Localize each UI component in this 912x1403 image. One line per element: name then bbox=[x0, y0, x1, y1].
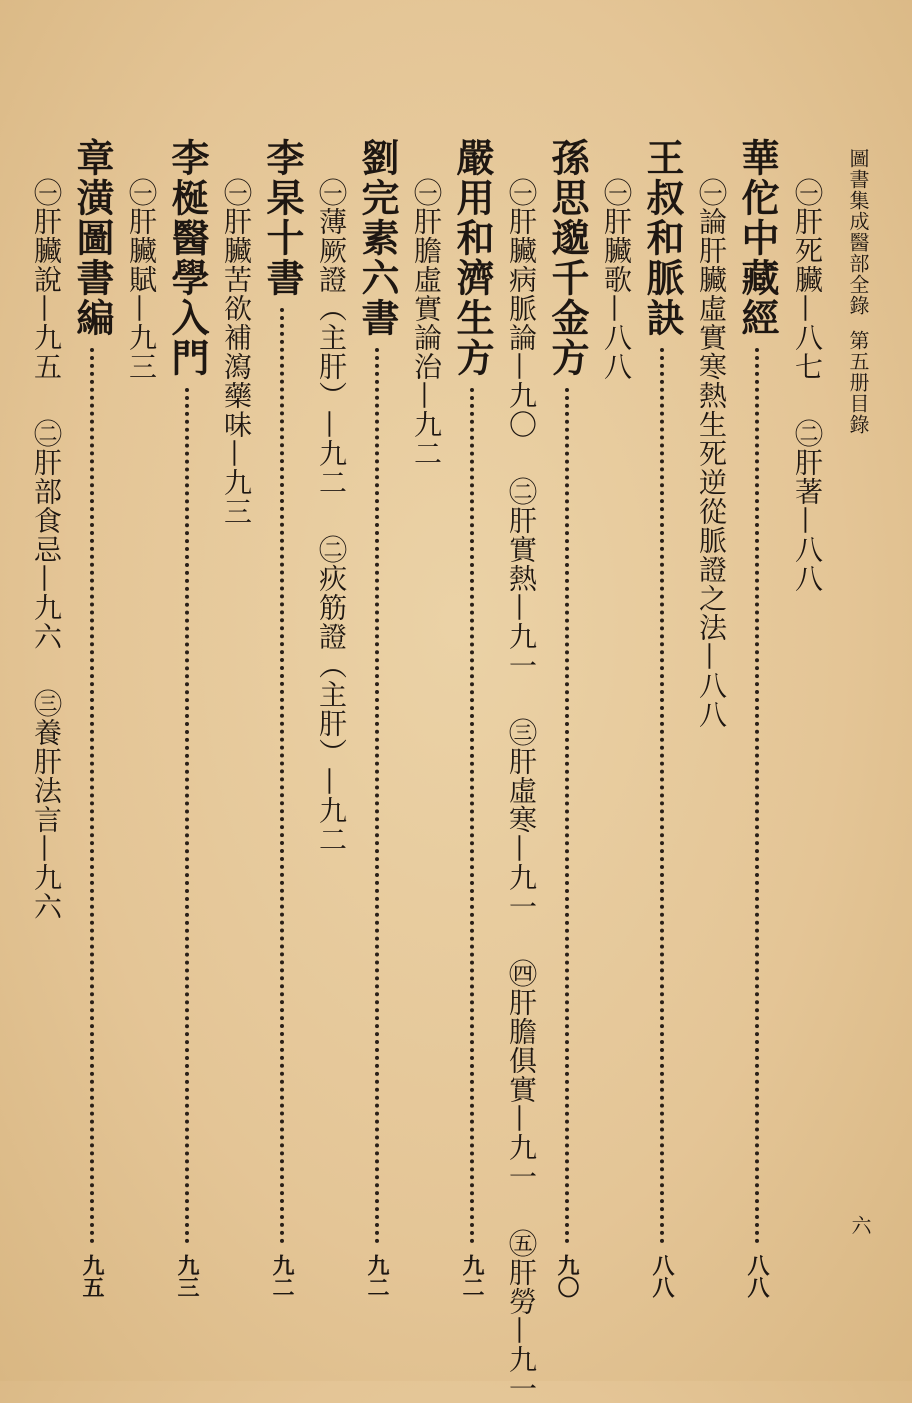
toc-entry: ㊃肝膽俱實—九一 bbox=[505, 958, 538, 1191]
entry-line bbox=[410, 178, 443, 468]
toc-entry: ㊀薄厥證（主肝）—九二 bbox=[315, 178, 348, 497]
dot-leader bbox=[660, 348, 664, 1244]
entry-line bbox=[315, 178, 348, 854]
section-heading bbox=[70, 138, 115, 1298]
heading-page: 八八 bbox=[744, 1254, 770, 1298]
toc-entry: ㊂肝虛寒—九一 bbox=[505, 717, 538, 921]
toc-entry: ㊁疢筋證（主肝）—九二 bbox=[315, 534, 348, 854]
heading-title: 華佗中藏經 bbox=[735, 138, 780, 338]
heading-title: 劉完素六書 bbox=[355, 138, 400, 338]
toc-entry: ㊀肝臟病脈論—九〇 bbox=[505, 178, 538, 439]
heading-title: 嚴用和濟生方 bbox=[450, 138, 495, 378]
toc-entry: ㊁肝著—八八 bbox=[791, 418, 824, 593]
entry-line bbox=[505, 178, 538, 1403]
running-title bbox=[848, 148, 868, 435]
section-heading bbox=[165, 138, 210, 1298]
toc-entry: ㊀肝臟歌—八八 bbox=[600, 178, 633, 381]
toc-entry: ㊀論肝臟虛實寒熱生死逆從脈證之法—八八 bbox=[695, 178, 728, 729]
entry-line bbox=[30, 178, 63, 921]
dot-leader bbox=[185, 388, 189, 1244]
heading-page: 八八 bbox=[649, 1254, 675, 1298]
toc-entry: ㊁肝部食忌—九六 bbox=[30, 418, 63, 651]
section-heading bbox=[735, 138, 780, 1298]
heading-title: 李杲十書 bbox=[260, 138, 305, 298]
dot-leader bbox=[375, 348, 379, 1244]
section-heading bbox=[545, 138, 590, 1298]
entry-line bbox=[600, 178, 633, 381]
page-number: 六 bbox=[848, 1215, 872, 1235]
heading-title: 李梴醫學入門 bbox=[165, 138, 210, 378]
toc-entry: ㊀肝死臟—八七 bbox=[791, 178, 824, 381]
dot-leader bbox=[470, 388, 474, 1244]
section-heading bbox=[260, 138, 305, 1298]
entry-line bbox=[791, 178, 824, 593]
dot-leader bbox=[280, 308, 284, 1244]
entry-line bbox=[125, 178, 158, 381]
heading-title: 孫思邈千金方 bbox=[545, 138, 590, 378]
toc-entry: ㊀肝膽虛實論治—九二 bbox=[410, 178, 443, 468]
entry-line bbox=[220, 178, 253, 526]
section-heading bbox=[450, 138, 495, 1298]
toc-entry: ㊀肝臟說—九五 bbox=[30, 178, 63, 381]
toc-entry: ㊀肝臟苦欲補瀉藥味—九三 bbox=[220, 178, 253, 526]
heading-page: 九五 bbox=[79, 1254, 105, 1298]
section-heading bbox=[355, 138, 400, 1298]
toc-entry: ㊀肝臟賦—九三 bbox=[125, 178, 158, 381]
heading-page: 九二 bbox=[269, 1254, 295, 1298]
toc-entry: ㊂養肝法言—九六 bbox=[30, 688, 63, 921]
volume-label: 第五册目錄 bbox=[846, 330, 870, 435]
heading-page: 九〇 bbox=[554, 1254, 580, 1298]
dot-leader bbox=[565, 388, 569, 1244]
toc-entry: ㊄肝勞—九一 bbox=[505, 1228, 538, 1403]
dot-leader bbox=[755, 348, 759, 1244]
heading-page: 九二 bbox=[459, 1254, 485, 1298]
heading-page: 九二 bbox=[364, 1254, 390, 1298]
heading-title: 王叔和脈訣 bbox=[640, 138, 685, 338]
heading-title: 章潢圖書編 bbox=[70, 138, 115, 338]
dot-leader bbox=[90, 348, 94, 1244]
entry-line bbox=[695, 178, 728, 729]
section-heading bbox=[640, 138, 685, 1298]
book-title: 圖書集成醫部全錄 bbox=[846, 148, 870, 316]
heading-page: 九三 bbox=[174, 1254, 200, 1298]
toc-entry: ㊁肝實熱—九一 bbox=[505, 476, 538, 680]
